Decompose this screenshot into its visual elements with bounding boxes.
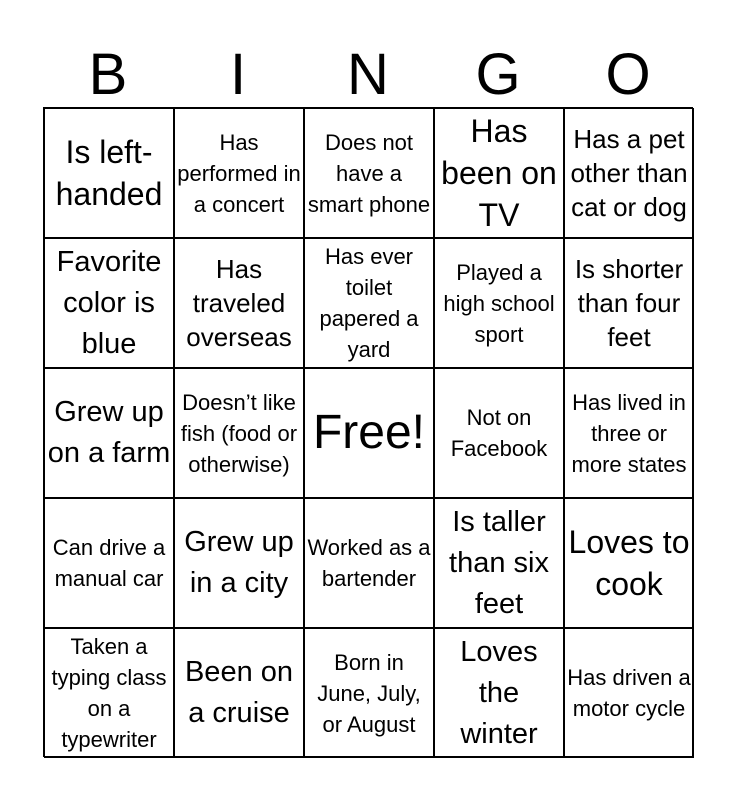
header-letter-b: B (88, 42, 128, 107)
cell-text: Has traveled overseas (186, 254, 292, 352)
bingo-cell[interactable] (564, 238, 694, 368)
bingo-cell[interactable] (434, 498, 564, 628)
bingo-cell[interactable] (564, 628, 694, 758)
cell-text: Is taller than six feet (449, 505, 549, 620)
bingo-cell[interactable] (44, 108, 174, 238)
cell-text: Loves the winter (460, 635, 538, 750)
cell-text: Has lived in three or more states (571, 389, 687, 477)
header-letter-i: I (229, 42, 247, 107)
cell-text: Been on a cruise (184, 656, 294, 729)
bingo-cell[interactable] (564, 498, 694, 628)
cell-text: Worked as a bartender (307, 535, 431, 591)
bingo-cell[interactable] (434, 368, 564, 498)
bingo-cell[interactable] (304, 628, 434, 758)
cell-text: Grew up on a farm (47, 396, 171, 469)
bingo-cell[interactable] (304, 238, 434, 368)
cell-text: Not on Facebook (450, 405, 548, 461)
header-letter-n: N (347, 42, 389, 107)
cell-text: Played a high school sport (443, 259, 555, 347)
cell-text: Has been on TV (441, 113, 557, 233)
cell-text: Has ever toilet papered a yard (319, 244, 419, 362)
bingo-cell[interactable] (174, 368, 304, 498)
bingo-board (43, 107, 693, 757)
bingo-cell[interactable] (44, 628, 174, 758)
cell-text: Has driven a motor cycle (567, 665, 691, 721)
bingo-cell[interactable] (304, 108, 434, 238)
bingo-cell[interactable] (44, 498, 174, 628)
bingo-cell[interactable] (564, 368, 694, 498)
bingo-header (43, 44, 693, 106)
bingo-cell[interactable] (564, 108, 694, 238)
bingo-cell[interactable] (174, 108, 304, 238)
bingo-free-cell[interactable] (304, 368, 434, 498)
cell-text: Is left-handed (55, 134, 163, 212)
bingo-cell[interactable] (44, 368, 174, 498)
cell-text: Favorite color is blue (56, 245, 162, 360)
bingo-cell[interactable] (174, 628, 304, 758)
bingo-cell[interactable] (174, 498, 304, 628)
cell-text: Has a pet other than cat or dog (570, 124, 688, 222)
cell-text: Loves to cook (568, 524, 690, 602)
bingo-cell[interactable] (434, 108, 564, 238)
bingo-cell[interactable] (434, 238, 564, 368)
bingo-cell[interactable] (304, 498, 434, 628)
bingo-cell[interactable] (44, 238, 174, 368)
cell-text: Grew up in a city (184, 526, 294, 599)
cell-text: Taken a typing class on a typewriter (51, 634, 167, 752)
cell-text: Can drive a manual car (52, 535, 166, 591)
header-letter-o: O (605, 42, 651, 107)
bingo-cell[interactable] (434, 628, 564, 758)
cell-text: Born in June, July, or August (317, 649, 421, 737)
cell-text: Doesn’t like fish (food or otherwise) (180, 389, 298, 477)
cell-text: Does not have a smart phone (307, 129, 431, 217)
cell-text: Free! (312, 405, 426, 459)
cell-text: Has performed in a concert (177, 129, 301, 217)
header-letter-g: G (475, 42, 521, 107)
bingo-cell[interactable] (174, 238, 304, 368)
cell-text: Is shorter than four feet (574, 254, 684, 352)
